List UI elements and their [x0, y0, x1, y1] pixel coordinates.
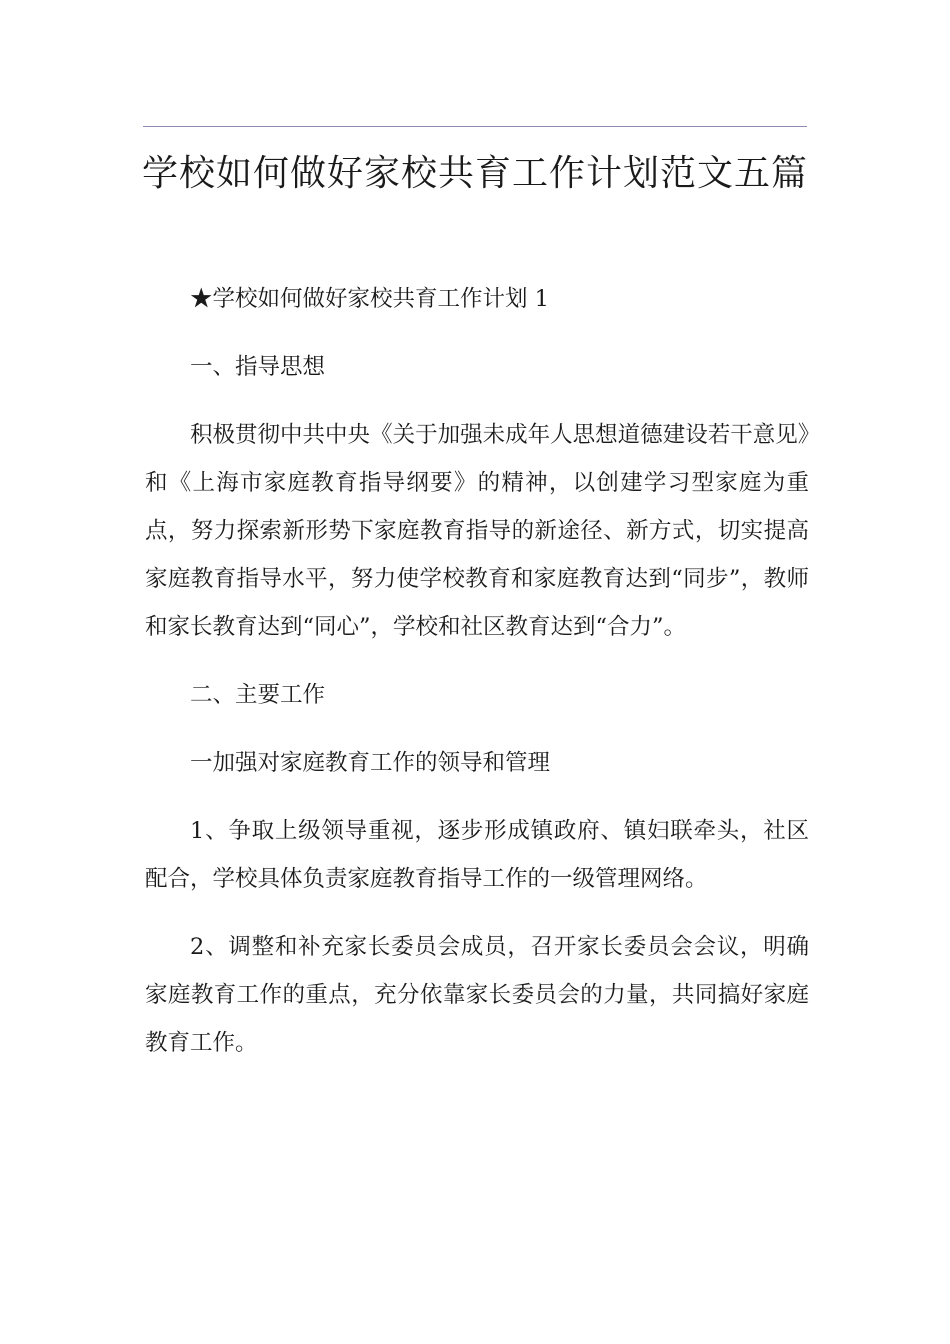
subheading-leadership: 一加强对家庭教育工作的领导和管理 — [190, 750, 551, 776]
document-body — [145, 275, 809, 1067]
document-title: 学校如何做好家校共育工作计划范文五篇 — [141, 153, 808, 194]
section-heading-plan-1: ★学校如何做好家校共育工作计划 1 — [190, 286, 549, 312]
heading-main-work: 二、主要工作 — [190, 682, 326, 708]
paragraph-item-1: 1、争取上级领导重视，逐步形成镇政府、镇妇联牵头，社区配合，学校具体负责家庭教育指导工作的一级管理网络。 — [145, 818, 809, 892]
header-rule — [143, 126, 807, 127]
heading-guiding-ideology: 一、指导思想 — [190, 354, 326, 380]
paragraph-guiding-ideology: 积极贯彻中共中央《关于加强未成年人思想道德建设若干意见》和《上海市家庭教育指导纲要》的精神，以创建学习型家庭为重点，努力探索新形势下家庭教育指导的新途径、新方式，切实提高家庭教育指导水平，努力使学校教育和家庭教育达到“同步”，教师和家长教育达到“同心”，学校和社区教育达到“合力”。 — [145, 422, 809, 640]
paragraph-item-2: 2、调整和补充家长委员会成员，召开家长委员会会议，明确家庭教育工作的重点，充分依靠家长委员会的力量，共同搞好家庭教育工作。 — [145, 934, 809, 1056]
